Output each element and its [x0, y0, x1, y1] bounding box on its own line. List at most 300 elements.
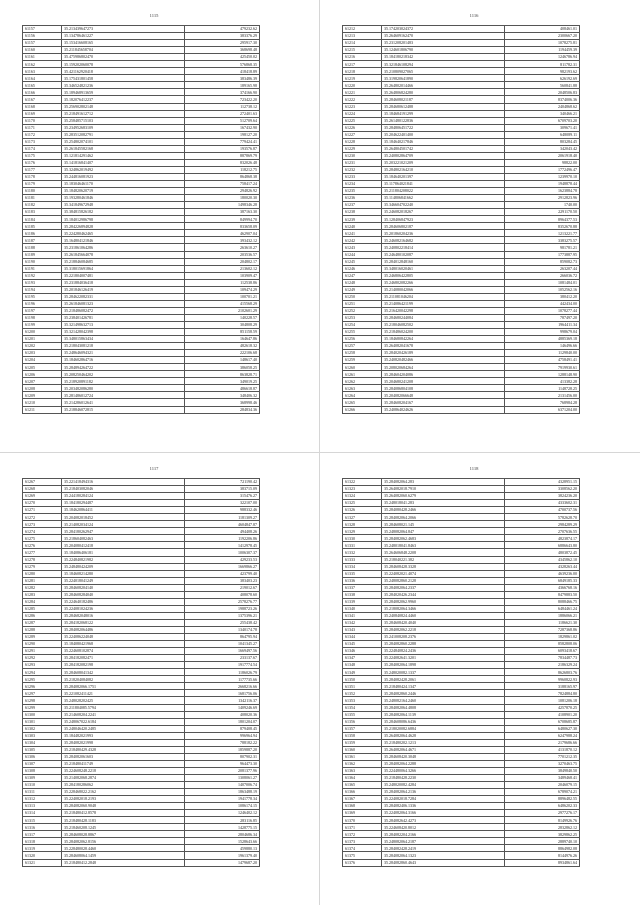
value-cell: 140228.57 [185, 314, 260, 321]
coordinate-cell: 35.284680244084 [382, 314, 505, 321]
coordinate-cell: 35.284608021.145 [382, 521, 505, 528]
value-cell: 423799.40 [185, 570, 260, 577]
value-cell: 988332.46 [185, 507, 260, 514]
value-cell: 864795.94 [185, 634, 260, 641]
row-id-cell: 61255 [343, 329, 382, 336]
value-cell: 1623884.78 [505, 188, 580, 195]
coordinate-cell: 35.264806824280 [382, 89, 505, 96]
coordinate-cell: 35.193280461846 [62, 195, 185, 202]
coordinate-cell: 35.264082041678 [382, 343, 505, 350]
table-row [23, 336, 260, 343]
row-id-cell: 61364 [343, 774, 382, 781]
table-row [343, 521, 580, 528]
row-id-cell: 61169 [23, 110, 62, 117]
row-id-cell: 61173 [23, 138, 62, 145]
row-id-cell: 61200 [23, 329, 62, 336]
coordinate-cell: 35.224280462465 [62, 230, 185, 237]
value-cell: 6480627.30 [505, 725, 580, 732]
value-cell: 2102601.29 [185, 307, 260, 314]
value-cell: 1148728.25 [505, 385, 580, 392]
row-id-cell: 61311 [23, 789, 62, 796]
coordinate-cell: 35.246082018267 [382, 209, 505, 216]
coordinate-cell: 35.218204084082 [62, 676, 185, 683]
row-id-cell: 61235 [343, 188, 382, 195]
page-number: 1115 [149, 13, 159, 18]
value-cell: 3489468.41 [505, 774, 580, 781]
table-row [343, 767, 580, 774]
row-id-cell: 61342 [343, 619, 382, 626]
row-id-cell: 61353 [343, 697, 382, 704]
row-id-cell: 61194 [23, 286, 62, 293]
row-id-cell: 61252 [343, 307, 382, 314]
table-row [343, 619, 580, 626]
coordinate-cell: 35.284082066.1751 [62, 683, 185, 690]
coordinate-cell: 35.224082021.4074 [382, 570, 505, 577]
row-id-cell: 61345 [343, 641, 382, 648]
coordinate-cell: 35.284082021998 [62, 739, 185, 746]
table-row [23, 75, 260, 82]
coordinate-cell: 35.184482021993 [62, 732, 185, 739]
row-id-cell: 61296 [23, 683, 62, 690]
coordinate-cell: 35.248018041.8463 [382, 542, 505, 549]
row-id-cell: 61349 [343, 669, 382, 676]
coordinate-cell: 35.284082061603 [62, 753, 185, 760]
coordinate-cell: 35.284082642.4273 [382, 817, 505, 824]
row-id-cell: 61204 [23, 357, 62, 364]
table-row [343, 697, 580, 704]
value-cell: 2668216.66 [185, 683, 260, 690]
row-id-cell: 61193 [23, 279, 62, 286]
coordinate-cell: 35.321498632713 [62, 321, 185, 328]
value-cell: 408461.01 [505, 26, 580, 33]
row-id-cell: 61321 [23, 859, 62, 866]
row-id-cell: 61229 [343, 145, 382, 152]
row-id-cell: 61251 [343, 300, 382, 307]
value-cell: 322107.00 [185, 500, 260, 507]
value-cell: 294826.92 [185, 188, 260, 195]
row-id-cell: 61365 [343, 782, 382, 789]
value-cell: 4345862.10 [505, 556, 580, 563]
coordinate-cell: 35.284082064.2136 [382, 789, 505, 796]
coordinate-cell: 35.283512082791 [62, 131, 185, 138]
value-cell: 768984.28 [505, 399, 580, 406]
row-id-cell: 61236 [343, 195, 382, 202]
coordinate-cell: 35.284082428.2419 [382, 845, 505, 852]
table-row [23, 244, 260, 251]
row-id-cell: 61248 [343, 279, 382, 286]
coordinate-cell: 35.218480428.1183 [62, 817, 185, 824]
coordinate-cell: 35.221082411421 [62, 690, 185, 697]
row-id-cell: 61179 [23, 181, 62, 188]
coordinate-cell: 35.284082062.9960 [382, 598, 505, 605]
coordinate-cell: 35.218480411749 [62, 760, 185, 767]
coordinate-cell: 35.213439647273 [62, 26, 185, 33]
row-id-cell: 61265 [343, 399, 382, 406]
table-row [23, 371, 260, 378]
table-row [343, 371, 580, 378]
coordinate-cell: 35.284082428.2061 [382, 676, 505, 683]
row-id-cell: 61285 [23, 605, 62, 612]
table-row [23, 577, 260, 584]
coordinate-cell: 35.141816841407 [62, 159, 185, 166]
row-id-cell: 61318 [23, 838, 62, 845]
value-cell: 1772496.47 [505, 166, 580, 173]
coordinate-cell: 35.208250464202 [62, 371, 185, 378]
value-cell: 295917.30 [185, 40, 260, 47]
table-row [343, 237, 580, 244]
coordinate-cell: 35.204622401400 [382, 131, 505, 138]
row-id-cell: 61256 [343, 336, 382, 343]
table-row [23, 364, 260, 371]
value-cell: 1859887.20 [185, 746, 260, 753]
table-row [23, 223, 260, 230]
value-cell: 2804686.34 [185, 831, 260, 838]
coordinate-cell: 35.324862019492 [62, 166, 185, 173]
coordinate-cell: 35.204080412418 [62, 542, 185, 549]
table-row [343, 704, 580, 711]
coordinate-cell: 35.246480102087 [382, 251, 505, 258]
row-id-cell: 61249 [343, 286, 382, 293]
table-row [343, 556, 580, 563]
table-row [23, 683, 260, 690]
table-row [23, 598, 260, 605]
row-id-cell: 61222 [343, 96, 382, 103]
table-row [23, 859, 260, 866]
value-cell: 1288148.90 [505, 371, 580, 378]
value-cell: 425450.02 [185, 54, 260, 61]
coordinate-cell: 35.284082064.1139 [382, 711, 505, 718]
table-row [343, 486, 580, 493]
value-cell: 2046079.15 [505, 782, 580, 789]
value-cell: 807902.31 [185, 753, 260, 760]
table-row [343, 265, 580, 272]
coordinate-cell: 35.284082062.2218 [382, 626, 505, 633]
row-id-cell: 61242 [343, 237, 382, 244]
value-cell: 4803872.45 [505, 549, 580, 556]
table-row [23, 251, 260, 258]
coordinate-cell: 35.184012986798 [62, 216, 185, 223]
coordinate-cell: 35.238401426781 [62, 314, 185, 321]
coordinate-cell: 35.218480412.2848 [62, 859, 185, 866]
coordinate-cell: 35.421162920418 [62, 68, 185, 75]
coordinate-cell: 35.284082064.2288 [382, 760, 505, 767]
coordinate-cell: 35.214082034124 [62, 521, 185, 528]
table-row [23, 209, 260, 216]
row-id-cell: 61217 [343, 61, 382, 68]
row-id-cell: 61157 [23, 40, 62, 47]
table-row [23, 697, 260, 704]
value-cell: 284834.36 [185, 406, 260, 413]
value-cell: 3270463.75 [505, 760, 580, 767]
row-id-cell: 61216 [343, 54, 382, 61]
coordinate-cell: 35.184820620719 [62, 188, 185, 195]
coordinate-cell: 35.231884036418 [62, 279, 185, 286]
row-id-cell: 61366 [343, 789, 382, 796]
row-id-cell: 61356 [343, 718, 382, 725]
value-cell: 222106.68 [185, 350, 260, 357]
table-row [343, 286, 580, 293]
coordinate-cell: 35.189468913659 [62, 89, 185, 96]
row-id-cell: 61314 [23, 810, 62, 817]
row-id-cell: 61168 [23, 103, 62, 110]
table-row [343, 216, 580, 223]
row-id-cell: 61333 [343, 556, 382, 563]
value-cell: 982193.62 [505, 68, 580, 75]
table-row [23, 535, 260, 542]
table-row [343, 711, 580, 718]
coordinate-cell: 35.248082064.2187 [382, 838, 505, 845]
value-cell: 1213221.77 [505, 230, 580, 237]
table-row [343, 577, 580, 584]
coordinate-cell: 35.284894264722 [62, 364, 185, 371]
row-id-cell: 61197 [23, 307, 62, 314]
coordinate-cell: 35.248018041.283 [382, 500, 505, 507]
row-id-cell: 61223 [343, 103, 382, 110]
table-row [23, 329, 260, 336]
coordinate-cell: 35.184680842264 [382, 336, 505, 343]
value-cell: 8479883.50 [505, 591, 580, 598]
table-row [23, 89, 260, 96]
value-cell: 1407006.74 [185, 782, 260, 789]
value-cell: 8896482.55 [505, 796, 580, 803]
table-row [23, 272, 260, 279]
value-cell: 1177735.66 [185, 676, 260, 683]
coordinate-cell: 35.218480424.1347 [382, 683, 505, 690]
row-id-cell: 61205 [23, 364, 62, 371]
row-id-cell: 61317 [23, 831, 62, 838]
row-id-cell: 61272 [23, 514, 62, 521]
table-row [23, 542, 260, 549]
table-row [343, 500, 580, 507]
value-cell: 198127.20 [185, 131, 260, 138]
coordinate-cell: 35.284082064486 [62, 626, 185, 633]
value-cell: 1006307.37 [185, 549, 260, 556]
table-row [23, 110, 260, 117]
value-cell: 368698.48 [185, 47, 260, 54]
table-row [23, 216, 260, 223]
value-cell: 283116.85 [185, 817, 260, 824]
coordinate-cell: 35.224640182486 [62, 598, 185, 605]
coordinate-cell: 35.218082064.3466 [382, 605, 505, 612]
table-row [343, 774, 580, 781]
value-cell: 832026.48 [185, 159, 260, 166]
value-cell: 2984289.29 [505, 521, 580, 528]
coordinate-cell: 35.134786461227 [62, 33, 185, 40]
table-row [343, 293, 580, 300]
value-cell: 1246402.12 [185, 810, 260, 817]
row-id-cell: 61257 [343, 343, 382, 350]
table-row [343, 584, 580, 591]
value-cell: 109474.29 [185, 286, 260, 293]
table-row [343, 223, 580, 230]
coordinate-cell: 35.284082064.1323 [382, 852, 505, 859]
value-cell: 1528643.66 [185, 838, 260, 845]
table-row [23, 690, 260, 697]
row-id-cell: 61376 [343, 859, 382, 866]
row-id-cell: 61352 [343, 690, 382, 697]
coordinate-cell: 35.234952683109 [62, 124, 185, 131]
coordinate-cell: 35.184180218342 [382, 54, 505, 61]
table-row [343, 251, 580, 258]
value-cell: 849994.70 [185, 216, 260, 223]
coordinate-cell: 35.231208201483 [382, 40, 505, 47]
row-id-cell: 61160 [23, 47, 62, 54]
row-id-cell: 61226 [343, 124, 382, 131]
table-row [343, 195, 580, 202]
value-cell: 1669866.27 [185, 563, 260, 570]
page-1118 [320, 453, 628, 889]
coordinate-cell: 35.261845664078 [62, 251, 185, 258]
row-id-cell: 61295 [23, 676, 62, 683]
row-id-cell: 61310 [23, 782, 62, 789]
value-cell: 6709703.20 [505, 117, 580, 124]
table-row [343, 817, 580, 824]
coordinate-cell: 35.284082064.283 [382, 479, 505, 486]
value-cell: 996964.94 [185, 732, 260, 739]
table-row [343, 336, 580, 343]
row-id-cell: 61219 [343, 75, 382, 82]
table-row [343, 152, 580, 159]
row-id-cell: 61233 [343, 173, 382, 180]
value-cell: 2131456.00 [505, 392, 580, 399]
value-cell: 348406.32 [185, 392, 260, 399]
value-cell: 2404868.62 [505, 103, 580, 110]
coordinate-cell: 35.321846108294 [382, 61, 505, 68]
table-row [23, 258, 260, 265]
coordinate-cell: 35.221418494316 [62, 479, 185, 486]
row-id-cell: 61181 [23, 195, 62, 202]
row-id-cell: 61370 [343, 817, 382, 824]
data-table [22, 478, 260, 867]
table-row [23, 40, 260, 47]
value-cell: 408078.60 [185, 591, 260, 598]
value-cell: 2179686.66 [505, 739, 580, 746]
coordinate-cell: 35.224608102874 [62, 648, 185, 655]
value-cell: 3383275.57 [505, 237, 580, 244]
row-id-cell: 61332 [343, 549, 382, 556]
value-cell: 8144976.26 [505, 852, 580, 859]
table-row [23, 33, 260, 40]
coordinate-cell: 35.256902802148 [62, 103, 185, 110]
value-cell: 213602.12 [185, 265, 260, 272]
row-id-cell: 61190 [23, 258, 62, 265]
table-row [23, 570, 260, 577]
row-id-cell: 61302 [23, 725, 62, 732]
row-id-cell: 61263 [343, 385, 382, 392]
page-1117 [0, 453, 308, 889]
row-id-cell: 61208 [23, 385, 62, 392]
table-row [23, 237, 260, 244]
row-id-cell: 61243 [343, 244, 382, 251]
value-cell: 998679.04 [505, 329, 580, 336]
coordinate-cell: 35.211081046204 [382, 293, 505, 300]
value-cell: 8149926.76 [505, 817, 580, 824]
value-cell: 6093418.67 [505, 648, 580, 655]
coordinate-cell: 35.224840824.2436 [382, 648, 505, 655]
row-id-cell: 61290 [23, 641, 62, 648]
value-cell: 2291170.50 [505, 209, 580, 216]
row-id-cell: 61309 [23, 774, 62, 781]
coordinate-cell: 35.224082018.7284 [382, 796, 505, 803]
coordinate-cell: 35.216420042298 [382, 307, 505, 314]
row-id-cell: 61262 [343, 378, 382, 385]
coordinate-cell: 35.218040221.382 [382, 556, 505, 563]
coordinate-cell: 35.341849672948 [62, 202, 185, 209]
table-row [343, 166, 580, 173]
table-row [23, 796, 260, 803]
coordinate-cell: 35.284182068122 [62, 619, 185, 626]
table-row [343, 669, 580, 676]
table-row [23, 173, 260, 180]
row-id-cell: 61260 [343, 364, 382, 371]
row-id-cell: 61195 [23, 293, 62, 300]
table-row [23, 782, 260, 789]
value-cell: 1078275.81 [505, 40, 580, 47]
table-row [23, 634, 260, 641]
table-row [343, 314, 580, 321]
table-row [343, 648, 580, 655]
row-id-cell: 61202 [23, 343, 62, 350]
table-row [23, 732, 260, 739]
coordinate-cell: 35.284802164210 [382, 166, 505, 173]
table-row [23, 662, 260, 669]
table-row [343, 739, 580, 746]
row-id-cell: 61367 [343, 796, 382, 803]
row-id-cell: 61354 [343, 704, 382, 711]
row-id-cell: 61348 [343, 662, 382, 669]
coordinate-cell: 35.246806422805 [382, 272, 505, 279]
row-id-cell: 61306 [23, 753, 62, 760]
value-cell: 383486.39 [185, 75, 260, 82]
row-id-cell: 61278 [23, 556, 62, 563]
value-cell: 1941778.34 [185, 796, 260, 803]
table-row [23, 145, 260, 152]
row-id-cell: 61330 [343, 535, 382, 542]
coordinate-cell: 35.214086421199 [382, 300, 505, 307]
table-row [23, 718, 260, 725]
value-cell: 482618.32 [185, 343, 260, 350]
coordinate-cell: 35.284082860.2288 [382, 641, 505, 648]
value-cell: 721190.42 [185, 479, 260, 486]
value-cell: 383715.09 [185, 486, 260, 493]
table-row [23, 61, 260, 68]
row-id-cell: 61298 [23, 697, 62, 704]
row-id-cell: 61281 [23, 577, 62, 584]
row-id-cell: 61215 [343, 47, 382, 54]
value-cell: 1409246.69 [185, 704, 260, 711]
table-row [343, 831, 580, 838]
table-row [23, 831, 260, 838]
row-id-cell: 61203 [23, 350, 62, 357]
value-cell: 164647.86 [185, 336, 260, 343]
row-id-cell: 61266 [343, 406, 382, 413]
value-cell: 1239970.10 [505, 173, 580, 180]
row-id-cell: 61254 [343, 321, 382, 328]
value-cell: 374166.90 [185, 89, 260, 96]
coordinate-cell: 35.218403082046 [62, 486, 185, 493]
row-id-cell: 61186 [23, 230, 62, 237]
table-row [343, 307, 580, 314]
coordinate-cell: 35.284182082471 [62, 655, 185, 662]
value-cell: 393432.12 [185, 237, 260, 244]
value-cell: 887869.79 [185, 152, 260, 159]
table-row [343, 103, 580, 110]
table-row [343, 690, 580, 697]
table-row [23, 486, 260, 493]
coordinate-cell: 35.211804208022 [382, 188, 505, 195]
value-cell: 6486202.33 [505, 803, 580, 810]
row-id-cell: 61350 [343, 676, 382, 683]
